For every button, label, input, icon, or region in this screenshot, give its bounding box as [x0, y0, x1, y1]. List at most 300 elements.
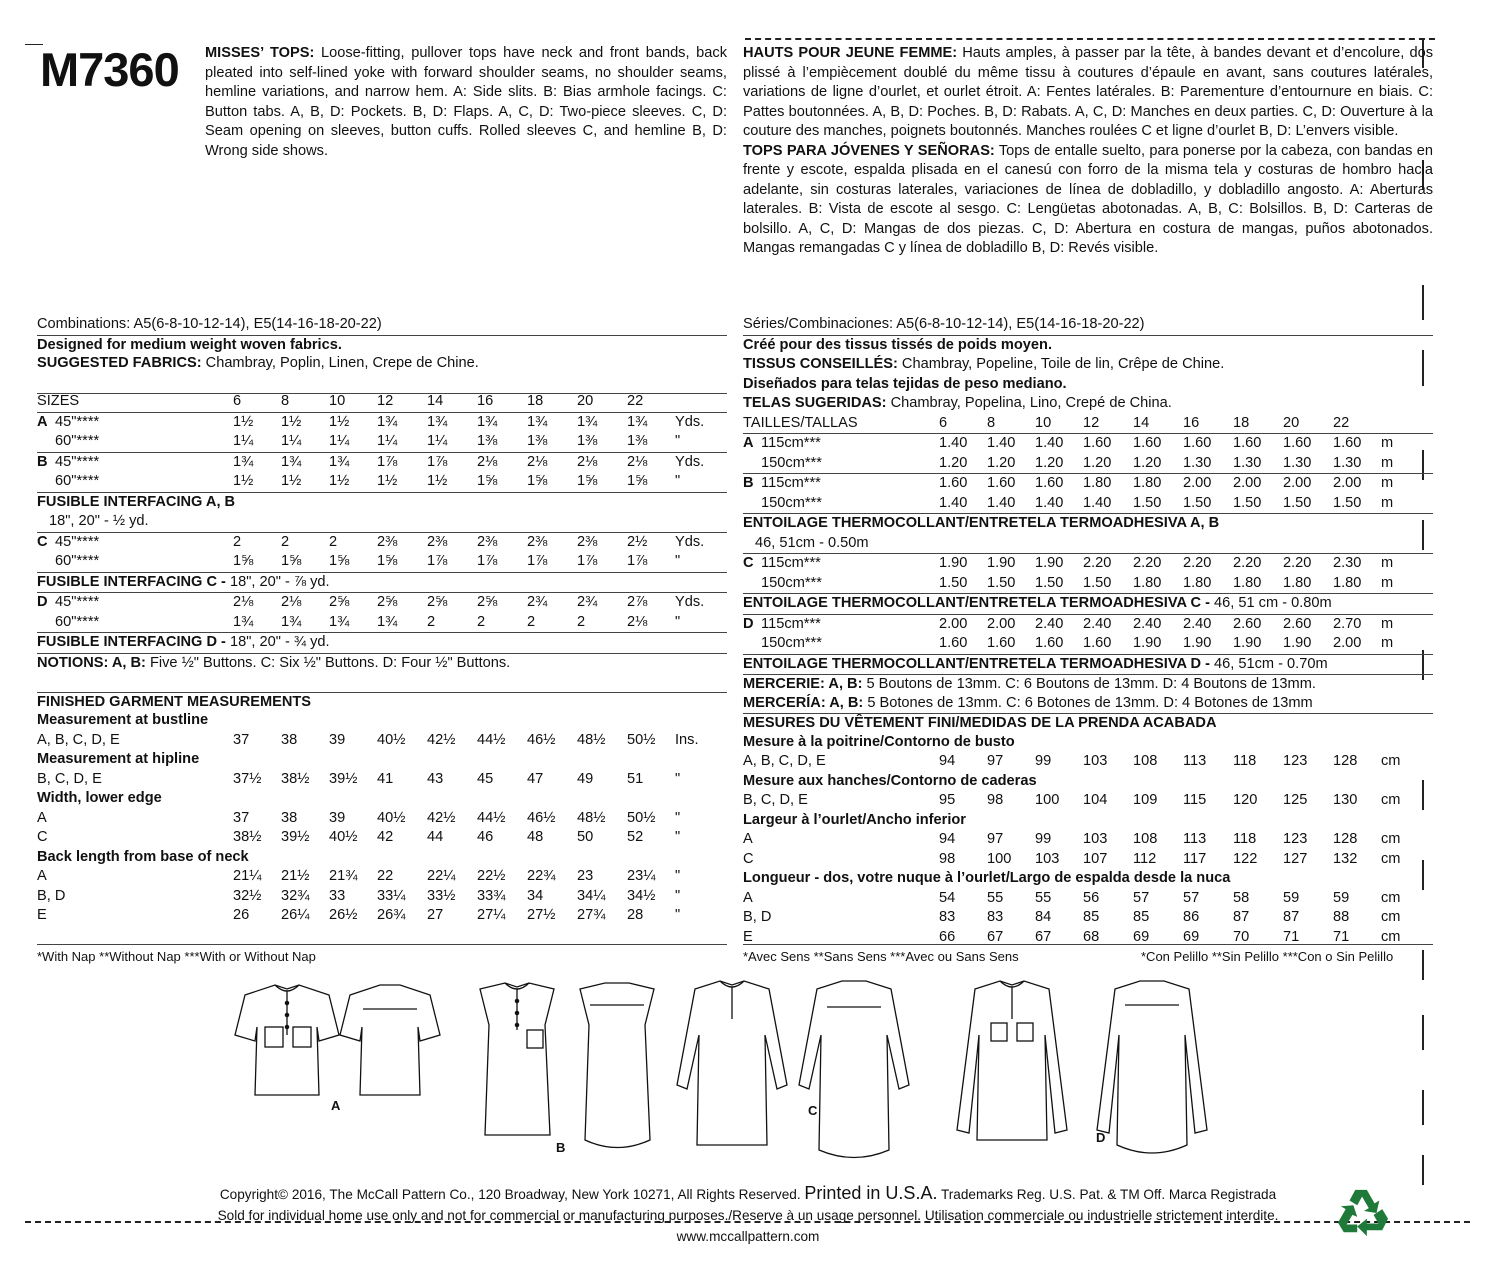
unit-cell: m: [1381, 554, 1433, 574]
notions-es-text: 5 Botones de 13mm. C: 6 Botones de 13mm. D: 4 Botones de 13mm: [863, 694, 1313, 711]
measurement-cell: 27: [427, 907, 444, 923]
measurement-cell: 99: [1035, 753, 1052, 769]
yardage-cell: 2½: [627, 532, 675, 552]
fabric-width: 150cm***: [757, 635, 822, 651]
yardage-cell: 1¾: [627, 412, 675, 432]
fabric-width: 150cm***: [757, 494, 822, 511]
measurement-cell: 104: [1083, 792, 1108, 808]
fabrics-text: Chambray, Poplin, Linen, Crepe de Chine.: [201, 355, 479, 371]
yardage-cell: 1¼: [427, 433, 448, 449]
yardage-cell: 2: [577, 613, 586, 630]
left-column: [37, 315, 727, 926]
fabric-line-label: TISSUS CONSEILLÉS:: [743, 356, 898, 372]
measurement-cell: 26¾: [377, 907, 406, 923]
yardage-cell: 1.40: [1035, 434, 1083, 454]
interfacing-text: 18", 20" - ⅞ yd.: [225, 573, 330, 590]
yardage-cell: 2⅜: [477, 532, 527, 552]
yardage-cell: 2: [427, 613, 436, 630]
yardage-cell: 1.50: [1183, 494, 1212, 511]
measurement-cell: 85: [1133, 909, 1150, 925]
measurement-heading: Measurement at hipline: [37, 751, 200, 767]
measurement-cell: 87: [1233, 909, 1250, 925]
measurement-cell: 120: [1233, 792, 1258, 808]
measurement-cell: 49: [577, 770, 594, 787]
trademark-text: Trademarks Reg. U.S. Pat. & TM Off. Marca Registrada: [940, 1187, 1277, 1202]
unit-cell: cm: [1381, 753, 1401, 769]
footnote-fr: *Avec Sens **Sans Sens ***Avec ou Sans Sens: [743, 949, 1019, 964]
yardage-cell: 2.20: [1083, 554, 1133, 574]
measurement-cell: 48½: [577, 731, 606, 748]
yardage-cell: 2: [233, 532, 281, 552]
unit-cell: ": [675, 907, 681, 923]
table-row: [37, 750, 727, 770]
view-a-back-illustration: [340, 985, 440, 1095]
fabric-width: 115cm***: [757, 475, 821, 491]
yardage-cell: 1½: [233, 473, 254, 489]
fabric-width: 115cm***: [757, 435, 821, 451]
view-letter: B: [743, 475, 754, 491]
finished-heading-fr: [743, 713, 1433, 733]
yardage-cell: 1.60: [1333, 434, 1381, 454]
table-row: [37, 572, 727, 593]
measurement-heading: Largeur à l’ourlet/Ancho inferior: [743, 811, 966, 828]
unit-cell: ": [675, 433, 681, 449]
fabric-width-cell: [743, 494, 939, 514]
measurement-cell: 58: [1233, 889, 1250, 906]
description-fr-es: [743, 44, 1433, 259]
table-row: [743, 614, 1433, 634]
fabric-line: [743, 336, 1433, 356]
yardage-cell: 2⅛: [577, 452, 627, 472]
finished-title-fr: MESURES DU VÊTEMENT FINI/MEDIDAS DE LA PRENDA ACABADA: [743, 715, 1217, 731]
view-c-back-illustration: [799, 981, 909, 1158]
yardage-cell: 1.80: [1183, 574, 1212, 591]
unit-cell: cm: [1381, 889, 1401, 906]
measurement-cell: 33¼: [377, 887, 406, 904]
interfacing-text: 18", 20" - ¾ yd.: [225, 634, 330, 650]
yardage-cell: 1¼: [329, 433, 350, 449]
yardage-cell: 1⅞: [627, 553, 648, 569]
measurement-cell: 46: [477, 829, 494, 845]
yardage-cell: 1¾: [477, 412, 527, 432]
measurement-cell: 94: [939, 753, 956, 769]
table-row: [743, 733, 1433, 753]
table-row: [37, 472, 727, 492]
yardage-cell: 1.80: [1233, 574, 1262, 591]
yardage-cell: 1.50: [987, 574, 1016, 591]
table-row: [743, 634, 1433, 654]
table-row: [37, 432, 727, 452]
measurement-cell: 22: [377, 868, 394, 884]
table-row: [743, 554, 1433, 574]
measurement-cell: 100: [1035, 792, 1060, 808]
measurement-cell: 128: [1333, 831, 1358, 847]
view-d-back-illustration: [1097, 981, 1207, 1153]
yardage-cell: 2⅛: [627, 452, 675, 472]
size-header: 18: [1233, 414, 1250, 431]
yardage-cell: 1⅞: [527, 553, 548, 569]
measurement-cell: 34½: [627, 887, 656, 904]
yardage-cell: 1.90: [987, 554, 1035, 574]
size-header-row: [743, 414, 1433, 434]
yardage-cell: 2⅜: [577, 532, 627, 552]
unit-cell: Yds.: [675, 452, 727, 472]
fabric-width-cell: [37, 613, 233, 633]
measurement-cell: 50½: [627, 731, 656, 748]
yardage-cell: 2.40: [1035, 614, 1083, 634]
interfacing-heading: [743, 514, 1433, 534]
description-es-title: TOPS PARA JÓVENES Y SEÑORAS:: [743, 142, 995, 159]
fabric-width-cell: [37, 452, 233, 472]
unit-cell: m: [1381, 614, 1433, 634]
yardage-cell: 2: [477, 613, 486, 630]
measurement-cell: 21½: [281, 868, 310, 884]
view-letter: D: [743, 615, 754, 632]
yardage-cell: 1¾: [427, 412, 477, 432]
copyright-line-2: Sold for individual home use only and not for commercial or manufacturing purposes./Reserve à un usage personnel. Utilisation commerciale ou industrielle strictement interdite.: [217, 1208, 1279, 1223]
unit-cell: cm: [1381, 792, 1401, 808]
measurement-cell: 132: [1333, 850, 1358, 867]
footnote-es: *Con Pelillo **Sin Pelillo ***Con o Sin Pelillo: [1141, 949, 1394, 964]
size-header: 12: [1083, 414, 1100, 431]
description-en-text: Loose-fitting, pullover tops have neck and front bands, back pleated into self-lined yoke with forward shoulder seams, no shoulder seams, hemline variations, and narrow hem. A: Side slits. B: Bias armhole facings. C: Button tabs. A, B, D: Pockets. B, D: Flaps. A, C, D: Two-piece sleeves. C, D: Seam opening on sleeves, button cuffs. Rolled sleeves C, and hemline B, D: Wrong side shows.: [205, 45, 727, 159]
yardage-cell: 1⅝: [233, 553, 254, 569]
view-d-front-illustration: [957, 981, 1067, 1140]
size-header: 22: [627, 393, 644, 409]
yardage-cell: 2⅛: [627, 613, 648, 630]
measurement-cell: 40½: [377, 809, 406, 826]
table-row: [743, 494, 1433, 514]
yardage-cell: 1⅝: [477, 473, 498, 489]
measurement-cell: 39: [329, 809, 346, 826]
measurement-cell: 46½: [527, 809, 556, 826]
fabric-width: 60"****: [51, 613, 100, 630]
description-en: [205, 44, 727, 161]
yardage-cell: 1.80: [1083, 474, 1133, 494]
measurement-cell: 41: [377, 770, 394, 787]
table-row: [37, 887, 727, 907]
yardage-cell: 1⅞: [427, 452, 477, 472]
fabric-line-label: Diseñados para telas tejidas de peso mediano.: [743, 375, 1067, 392]
fabric-line-text: Chambray, Popelina, Lino, Crepé de China.: [886, 395, 1172, 411]
measurement-cell: 45: [477, 770, 494, 787]
yardage-table-fr-es: [743, 414, 1433, 675]
measurement-cell: 67: [987, 928, 1004, 945]
unit-cell: ": [675, 770, 681, 787]
measurement-cell: 28: [627, 907, 644, 923]
measurement-cell: 34¼: [577, 887, 606, 904]
interfacing-heading: [37, 633, 727, 653]
yardage-cell: 1½: [281, 473, 302, 489]
yardage-cell: 1.60: [1283, 434, 1333, 454]
measurement-cell: 59: [1333, 889, 1350, 906]
yardage-cell: 1.50: [1283, 494, 1312, 511]
printed-in: Printed in U.S.A.: [804, 1183, 938, 1203]
table-row: [37, 412, 727, 432]
edge-mark: [1422, 1015, 1424, 1050]
fabric-width: 45"****: [51, 453, 100, 470]
yardage-cell: 2.00: [1183, 474, 1233, 494]
unit-cell: Yds.: [675, 412, 727, 432]
measurement-cell: 22¼: [427, 868, 456, 884]
copyright-line-1: [0, 1183, 1496, 1205]
description-es: [743, 142, 1433, 259]
yardage-cell: 1¾: [329, 452, 377, 472]
size-header: 12: [377, 393, 394, 409]
measurement-cell: 38: [281, 731, 298, 748]
measurement-cell: 97: [987, 831, 1004, 847]
size-header: 14: [427, 393, 444, 409]
view-letter: A: [743, 435, 754, 451]
size-header: 8: [281, 393, 290, 409]
yardage-cell: 2.40: [1083, 614, 1133, 634]
recycle-icon: [1334, 1186, 1392, 1238]
unit-cell: cm: [1381, 928, 1401, 945]
yardage-cell: 2⅛: [527, 452, 577, 472]
yardage-cell: 1⅝: [627, 473, 648, 489]
yardage-cell: 2⅝: [427, 593, 477, 613]
yardage-cell: 1¾: [377, 412, 427, 432]
measurement-cell: 128: [1333, 753, 1358, 769]
measurement-cell: 100: [987, 850, 1012, 867]
view-letter: C: [37, 533, 48, 550]
yardage-cell: 1¾: [281, 452, 329, 472]
yardage-cell: 2⅛: [281, 593, 329, 613]
pattern-number: M7360: [40, 43, 179, 96]
unit-cell: cm: [1381, 831, 1401, 847]
measurement-cell: 103: [1083, 753, 1108, 769]
measurement-heading: Back length from base of neck: [37, 848, 249, 865]
measurement-cell: 98: [987, 792, 1004, 808]
yardage-cell: 1.90: [1183, 635, 1212, 651]
yardage-cell: 1.90: [1035, 554, 1083, 574]
fabric-width: 45"****: [51, 594, 100, 610]
unit-cell: Yds.: [675, 532, 727, 552]
yardage-cell: 1⅞: [427, 553, 448, 569]
table-row: [37, 613, 727, 633]
view-letter: A: [37, 413, 48, 430]
yardage-cell: 1⅞: [577, 553, 598, 569]
measurement-cell: 33½: [427, 887, 456, 904]
yardage-cell: 1.60: [1133, 434, 1183, 454]
spacer: [37, 374, 727, 394]
yardage-cell: 1¾: [527, 412, 577, 432]
table-row: [743, 454, 1433, 474]
rule: [743, 944, 1433, 945]
yardage-cell: 2.20: [1183, 554, 1233, 574]
yardage-cell: 1.40: [1035, 494, 1064, 511]
edge-mark: [1422, 950, 1424, 980]
measurement-views: A, B, C, D, E: [743, 753, 826, 769]
measurement-views: E: [37, 907, 47, 923]
unit-cell: ": [675, 809, 681, 826]
unit-cell: cm: [1381, 909, 1401, 925]
rule: [37, 944, 727, 945]
size-header: 14: [1133, 414, 1150, 431]
fabric-width-cell: [743, 554, 939, 574]
measurement-cell: 51: [627, 770, 644, 787]
yardage-cell: 1.60: [939, 474, 987, 494]
edge-mark: [1422, 1090, 1424, 1125]
measurement-cell: 95: [939, 792, 956, 808]
measurement-cell: 55: [1035, 889, 1052, 906]
interfacing-amount: 18", 20" - ½ yd.: [49, 513, 149, 529]
table-row: [743, 434, 1433, 454]
yardage-cell: 2.40: [1133, 614, 1183, 634]
fabric-line-text: Chambray, Popeline, Toile de lin, Crêpe de Chine.: [897, 356, 1225, 372]
measurement-cell: 42: [377, 829, 394, 845]
table-row: [743, 514, 1433, 534]
fabric-width: 45"****: [51, 533, 100, 550]
unit-cell: m: [1381, 474, 1433, 494]
yardage-cell: 2: [281, 532, 329, 552]
yardage-cell: 2⅛: [477, 452, 527, 472]
yardage-cell: 2⅝: [329, 593, 377, 613]
yardage-cell: 1.50: [1035, 574, 1064, 591]
table-row: [37, 789, 727, 809]
measurement-cell: 44½: [477, 731, 506, 748]
measurement-cell: 37: [233, 809, 250, 826]
view-label-b: B: [556, 1140, 566, 1155]
measurement-views: A: [743, 889, 753, 906]
yardage-cell: 2.20: [1283, 554, 1333, 574]
measurement-cell: 26¼: [281, 907, 310, 923]
measurement-cell: 87: [1283, 909, 1300, 925]
table-row: [743, 889, 1433, 909]
table-row: [37, 593, 727, 613]
view-a-front-illustration: [235, 985, 339, 1095]
measurement-views: B, C, D, E: [743, 792, 808, 808]
measurement-views: B, D: [37, 887, 66, 904]
measurement-cell: 103: [1083, 831, 1108, 847]
table-row: [743, 574, 1433, 594]
notions-text: Five ½" Buttons. C: Six ½" Buttons. D: Four ½" Buttons.: [145, 654, 511, 671]
view-c-front-illustration: [677, 981, 787, 1145]
measurement-cell: 98: [939, 850, 956, 867]
table-row: [37, 532, 727, 552]
yardage-cell: 2⅞: [627, 593, 675, 613]
yardage-cell: 1¾: [329, 613, 350, 630]
unit-cell: ": [675, 829, 681, 845]
view-letter: B: [37, 453, 48, 470]
notions-es-label: MERCERÍA: A, B:: [743, 694, 864, 711]
measurement-cell: 39: [329, 731, 346, 748]
yardage-cell: 1⅜: [577, 433, 598, 449]
yardage-cell: 2.40: [1183, 614, 1233, 634]
yardage-cell: 1.30: [1283, 454, 1312, 471]
interfacing-title: ENTOILAGE THERMOCOLLANT/ENTRETELA TERMOADHESIVA A, B: [743, 515, 1220, 531]
measurement-cell: 34: [527, 887, 544, 904]
unit-cell: cm: [1381, 850, 1401, 867]
measurement-views: B, D: [743, 909, 772, 925]
measurement-cell: 107: [1083, 850, 1108, 867]
measurement-views: A: [37, 868, 47, 884]
yardage-cell: 1⅜: [477, 433, 498, 449]
notions-line: [37, 653, 727, 673]
measurement-views: B, C, D, E: [37, 770, 102, 787]
measurement-cell: 68: [1083, 928, 1100, 945]
measurement-cell: 56: [1083, 889, 1100, 906]
interfacing-heading: [37, 492, 727, 512]
designed-line: [37, 335, 727, 355]
yardage-cell: 2¾: [527, 593, 577, 613]
measurement-cell: 37: [233, 731, 250, 748]
view-label-a: A: [331, 1098, 341, 1113]
table-row: [37, 867, 727, 887]
fabric-lines-fr-es: [743, 335, 1433, 414]
measurement-cell: 33¾: [477, 887, 506, 904]
measurement-cell: 59: [1283, 889, 1300, 906]
measurement-heading: Width, lower edge: [37, 790, 162, 806]
measurement-cell: 50½: [627, 809, 656, 826]
table-row: [743, 850, 1433, 870]
yardage-cell: 1¾: [233, 452, 281, 472]
measurement-cell: 32¾: [281, 887, 310, 904]
yardage-cell: 1.60: [1183, 434, 1233, 454]
measurement-cell: 38: [281, 809, 298, 826]
size-header: 22: [1333, 414, 1350, 431]
measurement-cell: 22½: [477, 868, 506, 884]
yardage-cell: 2.00: [1333, 635, 1362, 651]
measurement-cell: 47: [527, 770, 544, 787]
measurement-cell: 115: [1183, 792, 1207, 808]
measurement-cell: 39½: [281, 829, 310, 845]
measurement-heading: Mesure aux hanches/Contorno de caderas: [743, 772, 1037, 789]
measurement-cell: 21¼: [233, 868, 262, 884]
yardage-cell: 1⅝: [329, 553, 350, 569]
fabric-width-cell: [743, 634, 939, 654]
yardage-cell: 1¾: [281, 613, 302, 630]
yardage-cell: 1.80: [1333, 574, 1362, 591]
yardage-cell: 1½: [329, 412, 377, 432]
measurement-cell: 43: [427, 770, 444, 787]
yardage-cell: 1¼: [281, 433, 302, 449]
yardage-cell: 1.80: [1133, 574, 1162, 591]
measurement-cell: 130: [1333, 792, 1358, 808]
yardage-cell: 1.20: [1133, 454, 1162, 471]
yardage-cell: 1.50: [1333, 494, 1362, 511]
yardage-cell: 2.00: [1333, 474, 1381, 494]
measurement-cell: 40½: [377, 731, 406, 748]
right-column: [743, 315, 1433, 947]
yardage-cell: 1½: [377, 473, 398, 489]
yardage-cell: 1.40: [1083, 494, 1112, 511]
fabric-width-cell: [743, 614, 939, 634]
yardage-cell: 1⅜: [527, 433, 548, 449]
yardage-cell: 1.90: [939, 554, 987, 574]
notions-fr-line: [743, 674, 1433, 694]
unit-cell: ": [675, 887, 681, 904]
size-header: 20: [1283, 414, 1300, 431]
website: www.mccallpattern.com: [676, 1229, 820, 1244]
yardage-cell: 2.00: [1233, 474, 1283, 494]
fabric-line-label: Créé pour des tissus tissés de poids moyen.: [743, 336, 1052, 353]
measurement-cell: 108: [1133, 831, 1158, 847]
fabric-width-cell: [37, 552, 233, 572]
measurement-cell: 88: [1333, 909, 1350, 925]
size-header: 16: [1183, 414, 1200, 431]
measurement-cell: 112: [1133, 850, 1157, 867]
spacer: [37, 672, 727, 692]
table-row: [743, 474, 1433, 494]
view-b-front-illustration: [480, 983, 554, 1135]
measurement-cell: 46½: [527, 731, 556, 748]
top-cut-line: [745, 38, 1435, 40]
measurement-cell: 122: [1233, 850, 1258, 867]
measurement-cell: 54: [939, 889, 956, 906]
table-row: [37, 512, 727, 532]
fabric-width-cell: [37, 432, 233, 452]
